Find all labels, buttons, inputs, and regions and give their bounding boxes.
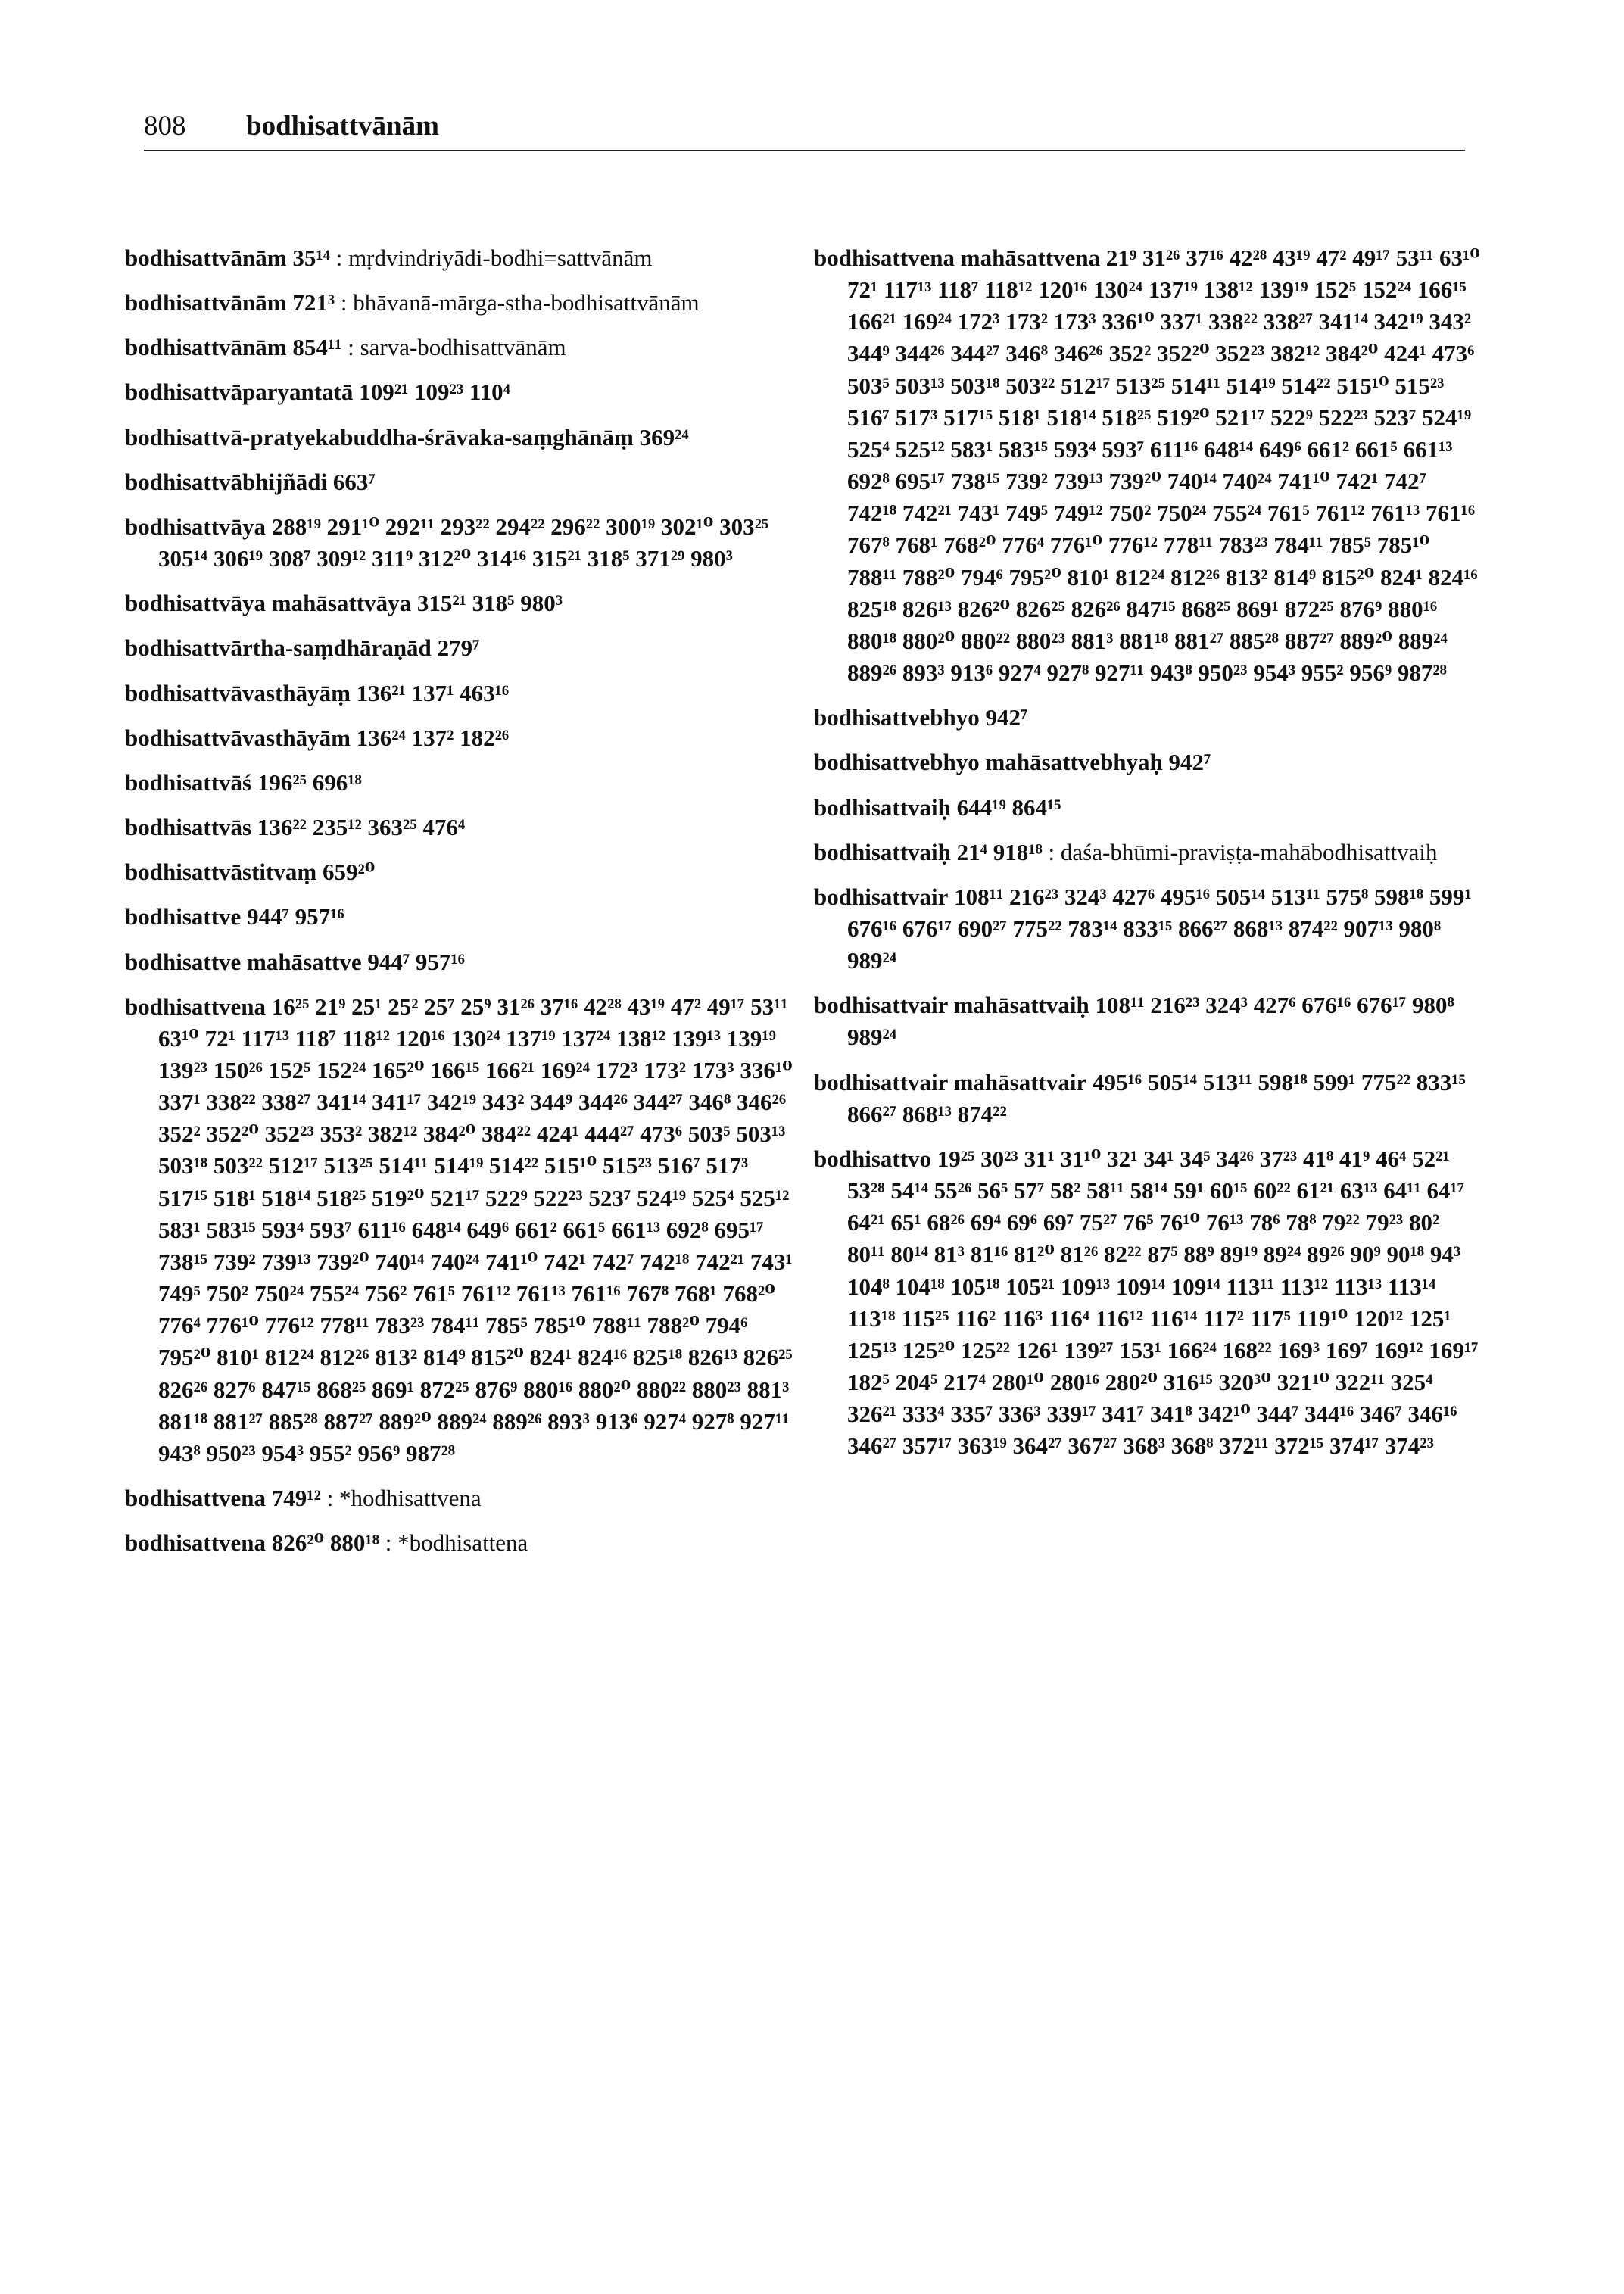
index-entry [125,332,803,363]
entry-references: 369²⁴ [639,423,689,450]
entry-headword: bodhisattvāstitvaṃ [125,859,317,886]
entry-references: 108¹¹ 216²³ 324³ 427⁶ 676¹⁶ 676¹⁷ 980⁸ 989²⁴ [847,992,1454,1051]
entry-headword: bodhisattvo [814,1145,932,1172]
entry-references: 136²¹ 137¹ 463¹⁶ [356,679,510,706]
index-entry [814,837,1480,868]
index-entry [125,991,803,1470]
index-entry [814,881,1480,977]
entry-references: 19²⁵ 30²³ 31¹ 31¹⁰ 32¹ 34¹ 34⁵ 34²⁶ 37²³ 41⁸ 41⁹ 46⁴ 52²¹ 53²⁸ 54¹⁴ 55²⁶ 56⁵ 57⁷ 58² 58¹¹ 58¹⁴ 59¹ 60¹⁵ 60²² 61²¹ 63¹³ 64¹¹ 64¹⁷ 64²¹ 65¹ 68²⁶ 69⁴ 69⁶ 69⁷ 75²⁷ 76⁵ 76¹⁰ 76¹³ 78⁶ 78⁸ 79²² 79²³ 80² 80¹¹ 80¹⁴ 81³ 81¹⁶ 81²⁰ 81²⁶ 82²² 87⁵ 88⁹ 89¹⁹ 89²⁴ 89²⁶ 90⁹ 90¹⁸ 94³ 104⁸ 104¹⁸ 105¹⁸ 105²¹ 109¹³ 109¹⁴ 109¹⁴ 113¹¹ 113¹² 113¹³ 113¹⁴ 113¹⁸ 115²⁵ 116² 116³ 116⁴ 116¹² 116¹⁴ 117² 117⁵ 119¹⁰ 120¹² 125¹ 125¹³ 125²⁰ 125²² 126¹ 139²⁷ 153¹ 166²⁴ 168²² 169³ 169⁷ 169¹² 169¹⁷ 182⁵ 204⁵ 217⁴ 280¹⁰ 280¹⁶ 280²⁰ 316¹⁵ 320³⁰ 321¹⁰ 322¹¹ 325⁴ 326²¹ 333⁴ 335⁷ 336³ 339¹⁷ 341⁷ 341⁸ 342¹⁰ 344⁷ 344¹⁶ 346⁷ 346¹⁶ 346²⁷ 357¹⁷ 363¹⁹ 364²⁷ 367²⁷ 368³ 368⁸ 372¹¹ 372¹⁵ 374¹⁷ 374²³ [847,1145,1479,1460]
index-entry [125,242,803,274]
index-entry [125,287,803,319]
index-entry [814,1067,1480,1130]
index-entry [125,588,803,619]
entry-headword: bodhisattvena [125,993,267,1020]
index-entry [814,702,1480,734]
index-entry [125,1527,803,1559]
entry-references: 944⁷ 957¹⁶ [367,948,465,975]
entry-references: 749¹² [271,1485,321,1511]
entry-references: 35¹⁴ [292,245,330,271]
entry-references: 21⁹ 31²⁶ 37¹⁶ 42²⁸ 43¹⁹ 47² 49¹⁷ 53¹¹ 63¹⁰ 72¹ 117¹³ 118⁷ 118¹² 120¹⁶ 130²⁴ 137¹⁹ 138¹² 139¹⁹ 152⁵ 152²⁴ 166¹⁵ 166²¹ 169²⁴ 172³ 173² 173³ 336¹⁰ 337¹ 338²² 338²⁷ 341¹⁴ 342¹⁹ 343² 344⁹ 344²⁶ 344²⁷ 346⁸ 346²⁶ 352² 352²⁰ 352²³ 382¹² 384²⁰ 424¹ 473⁶ 503⁵ 503¹³ 503¹⁸ 503²² 512¹⁷ 513²⁵ 514¹¹ 514¹⁹ 514²² 515¹⁰ 515²³ 516⁷ 517³ 517¹⁵ 518¹ 518¹⁴ 518²⁵ 519²⁰ 521¹⁷ 522⁹ 522²³ 523⁷ 524¹⁹ 525⁴ 525¹² 583¹ 583¹⁵ 593⁴ 593⁷ 611¹⁶ 648¹⁴ 649⁶ 661² 661⁵ 661¹³ 692⁸ 695¹⁷ 738¹⁵ 739² 739¹³ 739²⁰ 740¹⁴ 740²⁴ 741¹⁰ 742¹ 742⁷ 742¹⁸ 742²¹ 743¹ 749⁵ 749¹² 750² 750²⁴ 755²⁴ 761⁵ 761¹² 761¹³ 761¹⁶ 767⁸ 768¹ 768²⁰ 776⁴ 776¹⁰ 776¹² 778¹¹ 783²³ 784¹¹ 785⁵ 785¹⁰ 788¹¹ 788²⁰ 794⁶ 795²⁰ 810¹ 812²⁴ 812²⁶ 813² 814⁹ 815²⁰ 824¹ 824¹⁶ 825¹⁸ 826¹³ 826²⁰ 826²⁵ 826²⁶ 847¹⁵ 868²⁵ 869¹ 872²⁵ 876⁹ 880¹⁶ 880¹⁸ 880²⁰ 880²² 880²³ 881³ 881¹⁸ 881²⁷ 885²⁸ 887²⁷ 889²⁰ 889²⁴ 889²⁶ 893³ 913⁶ 927⁴ 927⁸ 927¹¹ 943⁸ 950²³ 954³ 955² 956⁹ 987²⁸ [847,245,1480,687]
entry-headword: bodhisattve mahāsattve [125,948,362,975]
index-entry [125,1482,803,1514]
entry-note: : bhāvanā-mārga-stha-bodhisattvānām [340,289,700,316]
page-header [144,110,1469,155]
index-entry [125,678,803,709]
entry-headword: bodhisattvās [125,814,252,841]
entry-note: : sarva-bodhisattvānām [348,334,566,361]
entry-references: 659²⁰ [322,859,376,886]
entry-headword: bodhisattvair mahāsattvaiḥ [814,992,1089,1019]
entry-references: 826²⁰ 880¹⁸ [271,1529,380,1557]
entry-references: 854¹¹ [292,334,342,361]
left-column [125,242,803,1572]
entry-headword: bodhisattve [125,903,242,930]
entry-headword: bodhisattvāvasthāyāṃ [125,679,351,706]
index-entry [814,792,1480,824]
running-head: bodhisattvānām [246,111,439,142]
index-entry [125,632,803,664]
entry-headword: bodhisattvena [125,1485,267,1511]
index-entry [814,242,1480,689]
entry-note: : *hodhisattvena [326,1485,482,1511]
index-entry [125,466,803,498]
entry-references: 136²² 235¹² 363²⁵ 476⁴ [257,814,466,841]
entry-references: 944⁷ 957¹⁶ [247,903,344,930]
entry-headword: bodhisattvāś [125,768,252,796]
entry-headword: bodhisattvair mahāsattvair [814,1068,1087,1096]
entry-note: : *bodhisattena [385,1529,528,1557]
page-number: 808 [144,111,186,142]
index-entry [125,422,803,454]
entry-headword: bodhisattvāya mahāsattvāya [125,590,412,617]
index-entry [814,1143,1480,1463]
index-entry [125,946,803,978]
index-entry [125,511,803,575]
entry-headword: bodhisattvābhijñādi [125,468,328,495]
entry-headword: bodhisattvānām [125,245,287,271]
index-entry [125,376,803,408]
entry-references: 495¹⁶ 505¹⁴ 513¹¹ 598¹⁸ 599¹ 775²² 833¹⁵ 866²⁷ 868¹³ 874²² [847,1068,1466,1127]
index-entry [814,990,1480,1053]
entry-headword: bodhisattvair [814,883,949,910]
entry-note: : mṛdvindriyādi-bodhi=sattvānām [335,245,653,271]
entry-headword: bodhisattvānām [125,334,287,361]
header-rule [144,150,1465,151]
entry-references: 288¹⁹ 291¹⁰ 292¹¹ 293²² 294²² 296²² 300¹⁹ 302¹⁰ 303²⁵ 305¹⁴ 306¹⁹ 308⁷ 309¹² 311⁹ 312²⁰ 314¹⁶ 315²¹ 318⁵ 371²⁹ 980³ [158,513,769,572]
entry-headword: bodhisattvena [125,1529,267,1557]
entry-references: 108¹¹ 216²³ 324³ 427⁶ 495¹⁶ 505¹⁴ 513¹¹ 575⁸ 598¹⁸ 599¹ 676¹⁶ 676¹⁷ 690²⁷ 775²² 783¹⁴ 833¹⁵ 866²⁷ 868¹³ 874²² 907¹³ 980⁸ 989²⁴ [847,883,1472,974]
entry-references: 21⁴ 918¹⁸ [956,838,1043,865]
entry-note: : daśa-bhūmi-praviṣṭa-mahābodhisattvaiḥ [1048,838,1438,865]
entry-headword: bodhisattvāvasthāyām [125,724,351,751]
entry-headword: bodhisattvena mahāsattvena [814,245,1101,271]
entry-headword: bodhisattvārtha-saṃdhāraṇād [125,634,432,662]
index-entry [125,722,803,754]
entry-references: 721³ [292,289,335,316]
index-entry [125,767,803,799]
entry-references: 315²¹ 318⁵ 980³ [416,590,563,617]
entry-references: 644¹⁹ 864¹⁵ [956,793,1061,821]
entry-headword: bodhisattvāya [125,513,267,540]
entry-references: 279⁷ [437,634,480,662]
right-column [814,242,1480,1475]
entry-references: 109²¹ 109²³ 110⁴ [359,379,510,406]
entry-headword: bodhisattvā-pratyekabuddha-śrāvaka-saṃghānāṃ [125,423,634,450]
index-entry [125,901,803,933]
entry-headword: bodhisattvebhyo mahāsattvebhyaḥ [814,749,1163,776]
index-entry [814,746,1480,778]
entry-headword: bodhisattvaiḥ [814,793,951,821]
entry-references: 942⁷ [985,704,1028,731]
entry-headword: bodhisattvānām [125,289,287,316]
entry-references: 196²⁵ 696¹⁸ [257,768,362,796]
entry-references: 942⁷ [1168,749,1211,776]
entry-references: 663⁷ [332,468,376,495]
entry-references: 136²⁴ 137² 182²⁶ [356,724,510,751]
entry-references: 16²⁵ 21⁹ 25¹ 25² 25⁷ 25⁹ 31²⁶ 37¹⁶ 42²⁸ 43¹⁹ 47² 49¹⁷ 53¹¹ 63¹⁰ 72¹ 117¹³ 118⁷ 118¹² 120¹⁶ 130²⁴ 137¹⁹ 137²⁴ 138¹² 139¹³ 139¹⁹ 139²³ 150²⁶ 152⁵ 152²⁴ 165²⁰ 166¹⁵ 166²¹ 169²⁴ 172³ 173² 173³ 336¹⁰ 337¹ 338²² 338²⁷ 341¹⁴ 341¹⁷ 342¹⁹ 343² 344⁹ 344²⁶ 344²⁷ 346⁸ 346²⁶ 352² 352²⁰ 352²³ 353² 382¹² 384²⁰ 384²² 424¹ 444²⁷ 473⁶ 503⁵ 503¹³ 503¹⁸ 503²² 512¹⁷ 513²⁵ 514¹¹ 514¹⁹ 514²² 515¹⁰ 515²³ 516⁷ 517³ 517¹⁵ 518¹ 518¹⁴ 518²⁵ 519²⁰ 521¹⁷ 522⁹ 522²³ 523⁷ 524¹⁹ 525⁴ 525¹² 583¹ 583¹⁵ 593⁴ 593⁷ 611¹⁶ 648¹⁴ 649⁶ 661² 661⁵ 661¹³ 692⁸ 695¹⁷ 738¹⁵ 739² 739¹³ 739²⁰ 740¹⁴ 740²⁴ 741¹⁰ 742¹ 742⁷ 742¹⁸ 742²¹ 743¹ 749⁵ 750² 750²⁴ 755²⁴ 756² 761⁵ 761¹² 761¹³ 761¹⁶ 767⁸ 768¹ 768²⁰ 776⁴ 776¹⁰ 776¹² 778¹¹ 783²³ 784¹¹ 785⁵ 785¹⁰ 788¹¹ 788²⁰ 794⁶ 795²⁰ 810¹ 812²⁴ 812²⁶ 813² 814⁹ 815²⁰ 824¹ 824¹⁶ 825¹⁸ 826¹³ 826²⁵ 826²⁶ 827⁶ 847¹⁵ 868²⁵ 869¹ 872²⁵ 876⁹ 880¹⁶ 880²⁰ 880²² 880²³ 881³ 881¹⁸ 881²⁷ 885²⁸ 887²⁷ 889²⁰ 889²⁴ 889²⁶ 893³ 913⁶ 927⁴ 927⁸ 927¹¹ 943⁸ 950²³ 954³ 955² 956⁹ 987²⁸ [158,993,793,1466]
index-entry [125,856,803,888]
entry-headword: bodhisattvāparyantatā [125,379,354,406]
entry-headword: bodhisattvaiḥ [814,838,951,865]
entry-headword: bodhisattvebhyo [814,704,980,731]
index-entry [125,812,803,843]
